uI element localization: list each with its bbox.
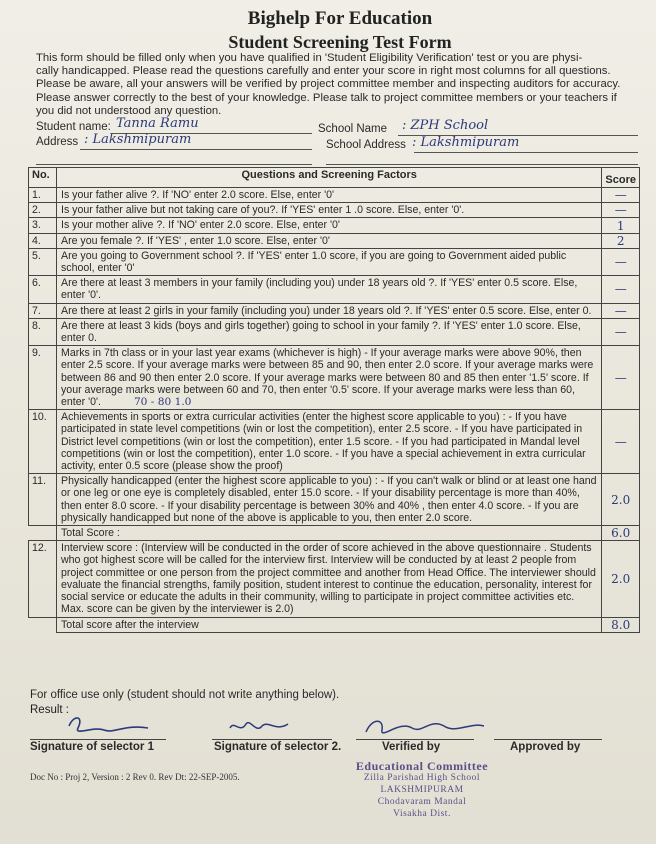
- intro-line: This form should be filled only when you have qualified in 'Student Eligibility Verification' test or you are physi-: [36, 52, 583, 64]
- form-title: Student Screening Test Form: [228, 32, 452, 52]
- question-text: Are there at least 2 girls in your family (including you) under 18 years old ?. If 'YES' enter 0.5 score. Else, enter 0.: [57, 303, 602, 318]
- score-cell[interactable]: —: [602, 248, 640, 275]
- blank-cell: [29, 526, 57, 541]
- score-cell[interactable]: 2: [602, 233, 640, 248]
- office-use-note: For office use only (student should not write anything below).: [30, 689, 340, 701]
- table-row: [29, 218, 640, 233]
- score-cell[interactable]: —: [602, 410, 640, 474]
- doc-number: Doc No : Proj 2, Version : 2 Rev 0. Rev Dt: 22-SEP-2005.: [30, 772, 240, 782]
- score-cell[interactable]: 1: [602, 218, 640, 233]
- table-header: [29, 168, 640, 188]
- intro-line: cally handicapped. Please read the questions carefully and enter your score in right most columns for all questions.: [36, 65, 611, 78]
- table-row: [29, 233, 640, 248]
- row-number: 3.: [29, 218, 57, 233]
- question-text: Are you going to Government school ?. If 'YES' enter 1.0 score, if you are going to Government aided public school, enter '0': [57, 248, 602, 275]
- signature-line-4: [494, 739, 602, 740]
- table-row: [29, 303, 640, 318]
- table-row: [29, 410, 640, 474]
- approved-by-label: Approved by: [510, 741, 581, 753]
- row-number: 4.: [29, 233, 57, 248]
- row-number: 1.: [29, 188, 57, 203]
- intro-line: Please be aware, all your answers will be verified by project committee member and inspecting auditors for accuracy.: [36, 78, 621, 91]
- col-no: No.: [29, 168, 57, 188]
- row-number: 11.: [29, 474, 57, 526]
- verified-by-label: Verified by: [382, 741, 441, 753]
- stamp-line: Chodavaram Mandal: [377, 797, 467, 807]
- signature-line-2: [212, 739, 332, 740]
- row-number: 12.: [29, 541, 57, 617]
- table-row: [29, 541, 640, 617]
- row-number: 2.: [29, 203, 57, 218]
- table-row: [29, 203, 640, 218]
- handwritten-note: 70 - 80 1.0: [133, 396, 192, 409]
- total-row: [29, 526, 640, 541]
- col-score: Score: [602, 168, 640, 188]
- screening-table: [28, 167, 640, 633]
- score-cell[interactable]: 2.0: [602, 474, 640, 526]
- school-address-label: School Address: [326, 139, 406, 151]
- question-text: Interview score : (Interview will be conducted in the order of score achieved in the above questionnaire . Students who got highest score will be called for the interview first. Interview will be conducted by at least 2 people from project committee or one person from the project committee and another from Head Office. The interviewer should evaluate the financial strengths, family position, student interest to continue the education, personality, interest for social service or educate the adults in their community, willing to participate in project committee activities etc. Max. score can be given by the interviewer is 2.0): [57, 541, 602, 617]
- stamp-line: LAKSHMIPURAM: [380, 785, 464, 795]
- question-text: Physically handicapped (enter the highest score applicable to you) : - If you can't walk or blind or at least one hand or one leg or one eye is completely disabled, enter 15.0 score. - If your disability percentage is more than 40%, then enter 8.0 score. - If your disability percentage is between 30% and 40% , then enter 4.0 score. - If you are physically handicapped but none of the above is applicable to you, then enter 2.0 score.: [57, 474, 602, 526]
- row-number: 10.: [29, 410, 57, 474]
- signature-line-1: [30, 739, 166, 740]
- signature-1-scribble: [64, 712, 154, 738]
- underline: [80, 149, 312, 150]
- row-number: 8.: [29, 318, 57, 345]
- score-cell[interactable]: —: [602, 346, 640, 410]
- signature-line-3: [356, 739, 474, 740]
- question-text: Are there at least 3 kids (boys and girls together) going to school in your family ?. If 'YES' enter 1.0 score. Else, enter 0.: [57, 318, 602, 345]
- school-name-field[interactable]: : ZPH School: [402, 118, 489, 133]
- question-text: Is your mother alive ?. If 'NO' enter 2.0 score. Else, enter '0': [57, 218, 602, 233]
- table-row: [29, 474, 640, 526]
- score-cell[interactable]: —: [602, 203, 640, 218]
- table-row: [29, 188, 640, 203]
- student-name-field[interactable]: Tanna Ramu: [116, 116, 199, 131]
- selector-1-label: Signature of selector 1: [30, 741, 154, 753]
- intro-text: [36, 52, 642, 118]
- address-label: Address: [36, 136, 79, 148]
- final-total-score[interactable]: 8.0: [602, 617, 640, 632]
- school-name-label: School Name: [318, 123, 388, 135]
- total-score[interactable]: 6.0: [602, 526, 640, 541]
- col-questions: Questions and Screening Factors: [57, 168, 602, 188]
- school-stamp: [352, 760, 492, 820]
- final-total-row: [29, 617, 640, 632]
- final-total-label: Total score after the interview: [57, 617, 602, 632]
- question-text: Are there at least 3 members in your family (including you) under 18 years old ?. If 'YES' enter 0.5 score. Else, enter '0'.: [57, 276, 602, 303]
- score-cell[interactable]: —: [602, 276, 640, 303]
- intro-line: Please answer correctly to the best of your knowledge. Please talk to project committee members or your teachers if: [36, 91, 617, 104]
- address-field[interactable]: : Lakshmipuram: [84, 132, 192, 147]
- row-number: 6.: [29, 276, 57, 303]
- stamp-line: Educational Committee: [355, 759, 489, 773]
- question-text: [57, 346, 602, 410]
- table-row: [29, 248, 640, 275]
- underline: [414, 152, 638, 153]
- stamp-line: Zilla Parishad High School: [363, 773, 481, 783]
- signature-2-scribble: [226, 716, 296, 738]
- row-number: 7.: [29, 303, 57, 318]
- question-body: Marks in 7th class or in your last year exams (whichever is high) - If your average marks were above 90%, then enter 2.5 score. If your average marks were between 85 and 90, then enter 2.0 score. If your average marks were between 86 and 90 then enter 2.0 score. If your average marks were between 80 and 85 then enter '1.5' score. If your average marks were between 60 and 70, then enter '0.5' score. If your average marks were less than 60, enter '0'.: [61, 347, 594, 409]
- student-name-label: Student name:: [36, 121, 111, 133]
- score-cell[interactable]: —: [602, 303, 640, 318]
- school-address-field[interactable]: : Lakshmipuram: [412, 135, 520, 150]
- question-text: Are you female ?. If 'YES' , enter 1.0 score. Else, enter '0': [57, 233, 602, 248]
- table-row: [29, 276, 640, 303]
- score-cell[interactable]: —: [602, 318, 640, 345]
- result-label: Result :: [30, 704, 69, 716]
- table-row: [29, 346, 640, 410]
- score-cell[interactable]: —: [602, 188, 640, 203]
- score-cell[interactable]: 2.0: [602, 541, 640, 617]
- row-number: 5.: [29, 248, 57, 275]
- table-row: [29, 318, 640, 345]
- underline: [36, 164, 312, 165]
- question-text: Achievements in sports or extra curricular activities (enter the highest score applicable to you) : - If you have participated in state level competitions (win or lost the competition), enter 2.5 score. - If you have participated in District level competitions (win or lost the competition), enter 1.5 score. - If you had participated in Mandal level competitions (win or lost the competition), enter 1.0 score. - If you have a special achievement in extra curricular activity, enter 0.5 score (please show the proof): [57, 410, 602, 474]
- row-number: 9.: [29, 346, 57, 410]
- question-text: Is your father alive but not taking care of you?. If 'YES' enter 1 .0 score. Else, enter '0'.: [57, 203, 602, 218]
- underline: [326, 164, 638, 165]
- org-title: Bighelp For Education: [247, 8, 433, 29]
- stamp-line: Visakha Dist.: [393, 809, 451, 819]
- total-label: Total Score :: [57, 526, 602, 541]
- blank-cell: [29, 617, 57, 632]
- intro-line: you did not understood any question.: [36, 104, 222, 117]
- selector-2-label: Signature of selector 2.: [214, 741, 342, 753]
- question-text: Is your father alive ?. If 'NO' enter 2.0 score. Else, enter '0': [57, 188, 602, 203]
